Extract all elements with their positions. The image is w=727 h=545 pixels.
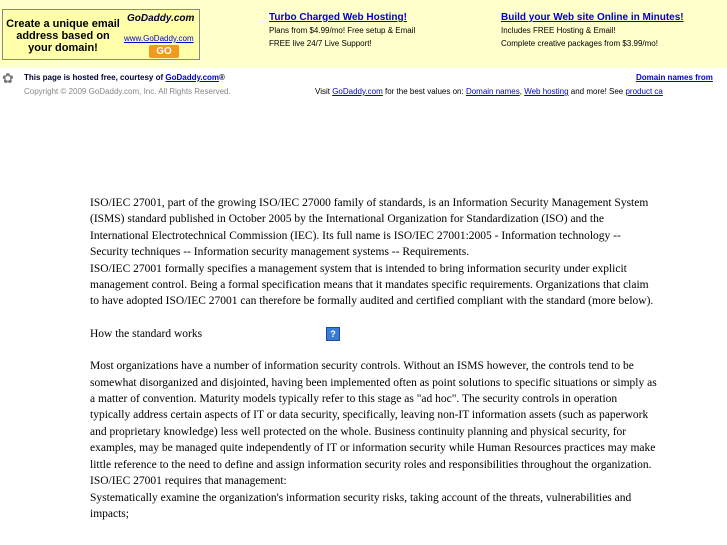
promo-hosting-line2: FREE live 24/7 Live Support! (269, 39, 372, 48)
help-icon[interactable]: ? (326, 327, 340, 341)
godaddy-email-banner[interactable] (2, 9, 200, 60)
visit-pre: Visit (315, 87, 330, 96)
banner-text: Create a unique email address based on your domain! (6, 18, 120, 54)
paragraph-risks: Systematically examine the organization's information security risks, taking account of the threats, vulnerabilities and impacts; (90, 491, 632, 520)
hosted-godaddy-link[interactable]: GoDaddy.com (165, 73, 220, 82)
logo-name: GoDaddy (127, 13, 172, 24)
promo-hosting-line1: Plans from $4.99/mo! Free setup & Email (269, 26, 416, 35)
visit-line: Visit GoDaddy.com for the best values on: Domain names, Web hosting and more! See product ca (315, 87, 663, 96)
copyright-text: Copyright © 2009 GoDaddy.com, Inc. All Rights Reserved. (24, 87, 231, 96)
promo-website-title-link[interactable]: Build your Web site Online in Minutes! (501, 12, 684, 23)
promo-hosting-title-link[interactable]: Turbo Charged Web Hosting! (269, 12, 407, 23)
paragraph-requires: ISO/IEC 27001 requires that management: (90, 475, 287, 488)
godaddy-logo (127, 13, 194, 24)
article-body (90, 195, 660, 522)
godaddy-url-link[interactable]: www.GoDaddy.com (124, 34, 194, 43)
domain-names-from-link[interactable]: Domain names from (636, 73, 713, 82)
product-catalog-link[interactable]: product ca (625, 87, 663, 96)
paragraph-controls: Most organizations have a number of information security controls. Without an ISMS however, the controls tend to be somewhat disorganized and disjointed, having been implemented often as point solutions to specific situations or simply as a matter of convention. Maturity models typically refer to this stage as "ad hoc". The security controls in operation typically address certain aspects of IT or data security, specifically, leaving non-IT information assets (such as paperwork and proprietary knowledge) less well protected on the whole. Business continuity planning and physical security, for examples, may be managed quite independently of IT or information security while Human Resources practices may make little reference to the need to define and assign information security roles and responsibilities throughout the organization. (90, 360, 657, 471)
promo-hosting (269, 11, 415, 50)
domain-names-link[interactable]: Domain names (465, 87, 520, 96)
section-heading-text: How the standard works (90, 327, 203, 340)
web-hosting-link[interactable]: Web hosting (524, 87, 569, 96)
promo-website-line1: Includes FREE Hosting & Email! (501, 26, 616, 35)
paragraph-intro: ISO/IEC 27001, part of the growing ISO/IEC 27000 family of standards, is an Information Security Management System (ISMS) standard published in October 2005 by the International Organization for Standardization (ISO) and the International Electrotechnical Commission (IEC). Its full name is ISO/IEC 27001:2005 - Information technology -- Security techniques -- Information security management systems -- Requirements. (90, 197, 649, 259)
visit-godaddy-link[interactable]: GoDaddy.com (332, 87, 383, 96)
visit-end: and more! See (570, 87, 624, 96)
paragraph-formal: ISO/IEC 27001 formally specifies a management system that is intended to bring information security under explicit management control. Being a formal specification means that it mandates specific requirements. Organizations that claim to have adopted ISO/IEC 27001 can therefore be formally audited and certified compliant with the standard (more below). (90, 262, 654, 308)
logo-suffix: .com (171, 13, 195, 24)
hosted-suffix: ® (219, 73, 225, 82)
hosted-prefix: This page is hosted free, courtesy of (24, 73, 164, 82)
promo-website (501, 11, 684, 50)
visit-mid: for the best values on: (384, 87, 464, 96)
godaddy-mascot-icon: ✿ (2, 70, 14, 86)
go-button[interactable]: GO (149, 45, 179, 58)
hosted-notice (24, 73, 225, 82)
promo-website-line2: Complete creative packages from $3.99/mo! (501, 39, 658, 48)
section-heading (90, 326, 660, 342)
